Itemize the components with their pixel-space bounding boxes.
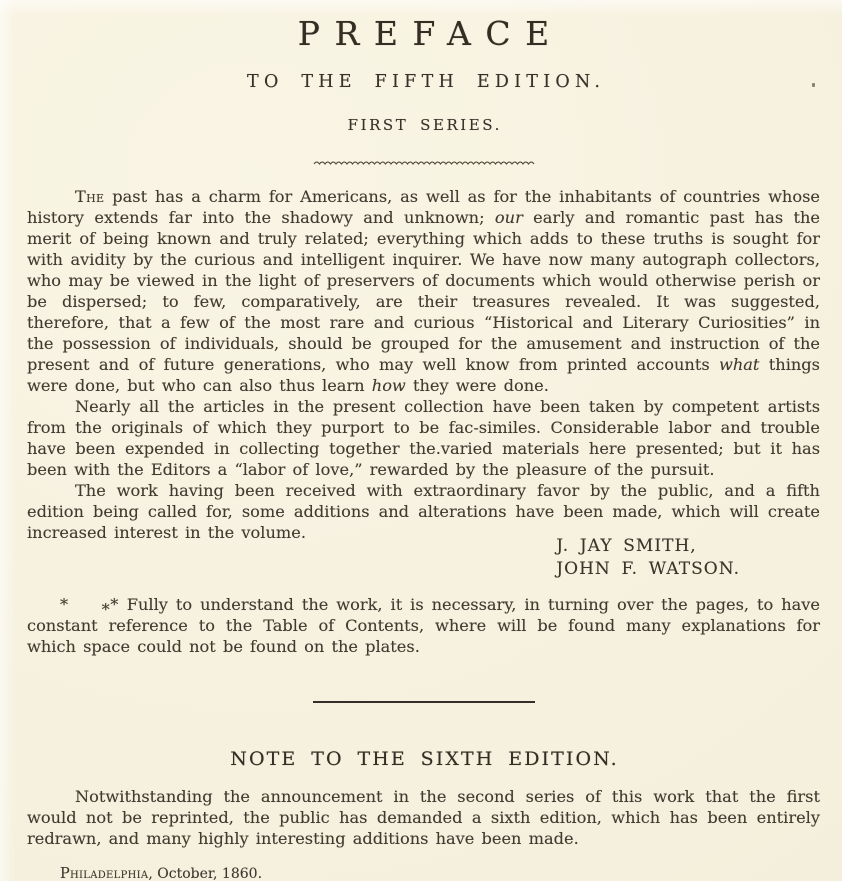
- asterism-mark: [60, 595, 119, 619]
- editors-note: [27, 594, 820, 657]
- signature-smith: J. JAY SMITH,: [556, 536, 697, 556]
- page-title: PREFACE: [297, 14, 564, 53]
- ink-speck: [812, 83, 815, 87]
- dateline-rest: , October, 1860.: [148, 866, 263, 881]
- text-run: things were done, but who can also thus learn: [27, 355, 820, 395]
- section-divider-rule: [313, 701, 535, 703]
- text-run: early and romantic past has the merit of being known and truly related; everything which adds to these truths is sought for with avidity by the curious and intelligent inquirer. We have now many autograph collectors, who may be viewed in the light of preservers of documents which would otherwise perish or be dispersed; to few, comparatively, are their treasures revealed. It was suggested, therefore, that a few of the most rare and curious “Historical and Literary Curiosities” in the possession of individuals, should be grouped for the amusement and instruction of the present and of future generations, who may well know from printed accounts: [27, 208, 821, 374]
- asterisk-left: *: [60, 595, 69, 614]
- text-run: past has a charm for Americans, as well as for the inhabitants of countries whose history extends far into the shadowy and unknown;: [27, 187, 820, 227]
- signature-block: [556, 535, 740, 580]
- text-run: they were done.: [405, 376, 549, 395]
- italic-word-our: our: [494, 208, 523, 227]
- asterisk-right: *: [110, 595, 119, 614]
- series-label: FIRST SERIES.: [347, 116, 502, 134]
- preface-paragraph-1: [27, 186, 820, 396]
- ornamental-wavy-rule: [27, 158, 820, 168]
- asterisk-low: *: [101, 600, 111, 619]
- sixth-edition-heading: NOTE TO THE SIXTH EDITION.: [230, 748, 619, 770]
- signature-watson: JOHN F. WATSON.: [556, 558, 740, 579]
- lead-word-the: The: [75, 187, 105, 206]
- preface-paragraph-2: Nearly all the articles in the present collection have been taken by competent artists from the originals of which they purport to be fac-similes. Considerable labor and trouble have been expended in collecting together the.varied materials here presented; but it has been with the Editors a “labor of love,” rewarded by the pleasure of the pursuit.: [27, 397, 820, 479]
- italic-word-how: how: [371, 376, 406, 395]
- preface-body: [27, 186, 820, 881]
- preface-paragraph-3: The work having been received with extraordinary favor by the public, and a fifth edition being called for, some additions and alterations have been made, which will create increased interest in the volume.: [27, 481, 820, 542]
- dateline-place: Philadelphia: [60, 866, 149, 881]
- editors-note-text: Fully to understand the work, it is necessary, in turning over the pages, to have constant reference to the Table of Contents, where will be found many explanations for which space could not be found on the plates.: [27, 595, 820, 656]
- edition-subtitle: TO THE FIFTH EDITION.: [247, 72, 606, 92]
- italic-word-what: what: [719, 355, 760, 374]
- sixth-edition-paragraph: Notwithstanding the announcement in the second series of this work that the first would not be reprinted, the public has demanded a sixth edition, which has been entirely redrawn, and many highly interesting additions have been made.: [27, 787, 820, 848]
- dateline: [60, 865, 820, 881]
